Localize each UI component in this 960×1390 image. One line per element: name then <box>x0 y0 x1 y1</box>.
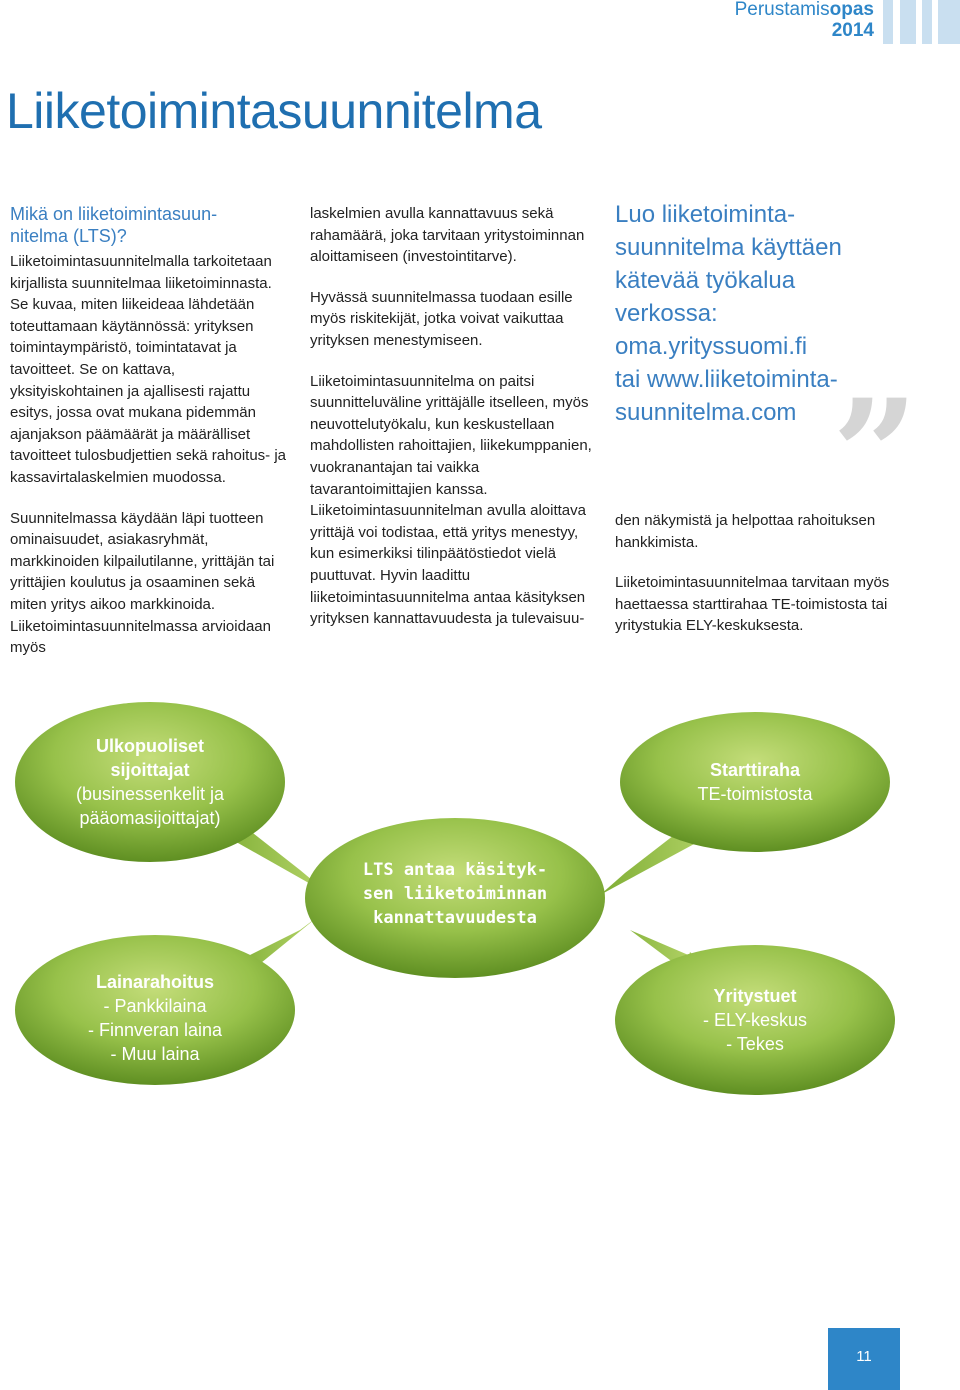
node-bottom-right <box>640 984 870 1056</box>
column-2 <box>310 203 595 649</box>
header-decoration-bar <box>938 0 960 44</box>
node-line: - Finnveran laina <box>87 1020 223 1040</box>
section-heading: Mikä on liiketoimintasuun- nitelma (LTS)? <box>10 204 218 246</box>
node-line: - Tekes <box>726 1034 784 1054</box>
header-decoration-bar <box>883 0 893 44</box>
node-line: - ELY-keskus <box>702 1010 808 1030</box>
brand-year: 2014 <box>831 20 874 41</box>
paragraph: den näkymistä ja helpottaa rahoituksen hankkimista. <box>615 512 876 551</box>
page-number-box <box>828 1328 900 1390</box>
brand-bold: opas <box>829 0 874 20</box>
node-line: pääomasijoittajat) <box>79 808 221 828</box>
node-title: Starttiraha <box>709 760 801 780</box>
paragraph: Liiketoimintasuunnitelmaa tarvitaan myös haettaessa starttirahaa TE-toimistosta tai yritystukia ELY-keskuksesta. <box>615 574 890 635</box>
paragraph: Liiketoimintasuunnitelma on paitsi suunnitteluväline yrittäjälle itselleen, myös neuvottelutyökalu, kun keskustellaan mahdollisten rahoittajien, liikekumppanien, vuokranantajan tai vaikka tavarantoimittajien kanssa. Liiketoimintasuunnitelman avulla aloittava yrittäjä voi todistaa, että yritys menestyy, kun esimerkiksi tilinpäätöstiedot vielä puuttuvat. Hyvin laadittu liiketoimintasuunnitelma antaa käsityksen yrityksen kannattavuudesta ja tulevaisuu- <box>310 372 592 628</box>
node-top-left <box>35 734 265 830</box>
brand-light: Perustamis <box>734 0 830 20</box>
node-line: - Pankkilaina <box>103 996 207 1016</box>
paragraph: Liiketoimintasuunnitelmalla tarkoitetaan kirjallista suunnitelmaa liiketoiminnasta. Se kuvaa, miten liikeideaa lähdetään toteuttamaan käytännössä: yrityksen toimintaympäristö, toimintatavat ja tavoitteet. Se on kattava, yksityiskohtainen ja ajallisesti rajattu esitys, jossa ovat mukana pidemmän ajanjakson päämäärät ja määrälliset tavoitteet tulosbudjettien sekä rahoitus- ja kassavirtalaskelmien muodossa. <box>10 253 286 486</box>
node-line: (businessenkelit ja <box>75 784 225 804</box>
paragraph: Suunnitelmassa käydään läpi tuotteen ominaisuudet, asiakasryhmät, markkinoiden kilpailutilanne, yrittäjän tai yrittäjien koulutus ja osaaminen sekä miten yritys aikoo markkinoida. Liiketoimintasuunnitelmassa arvioidaan myös <box>10 509 275 657</box>
column-3 <box>615 510 905 656</box>
node-bottom-left <box>40 970 270 1066</box>
node-line: kannattavuudesta <box>373 908 537 928</box>
node-title: Yritystuet <box>713 986 797 1006</box>
pull-quote: Luo liiketoiminta- suunnitelma käyttäen kätevää työkalua verkossa: oma.yrityssuomi.fi tai www.liiketoiminta- suunnitelma.com <box>615 201 842 426</box>
paragraph: Hyvässä suunnitelmassa tuodaan esille myös riskitekijät, jotka voivat vaikuttaa yrityksen menestymiseen. <box>310 288 573 349</box>
node-line: - Muu laina <box>110 1044 200 1064</box>
financing-diagram <box>0 690 960 1110</box>
paragraph: laskelmien avulla kannattavuus sekä rahamäärä, joka tarvitaan yritystoiminnan aloittamiseen (investointitarve). <box>310 205 585 266</box>
node-line: LTS antaa käsityk- <box>362 860 548 880</box>
page-title: Liiketoimintasuunnitelma <box>6 83 542 139</box>
node-line: sen liiketoiminnan <box>362 884 548 904</box>
node-top-right <box>640 758 870 806</box>
quotation-mark-icon: ” <box>832 367 919 543</box>
node-title: Lainarahoitus <box>95 972 215 992</box>
node-title: Ulkopuoliset <box>95 736 204 756</box>
header-decoration-bar <box>922 0 932 44</box>
header-decoration-bar <box>900 0 916 44</box>
node-center <box>330 858 580 930</box>
node-title: sijoittajat <box>110 760 190 780</box>
column-1 <box>10 203 290 678</box>
page-number: 11 <box>856 1348 872 1365</box>
node-line: TE-toimistosta <box>697 784 813 804</box>
publication-brand <box>735 0 874 40</box>
